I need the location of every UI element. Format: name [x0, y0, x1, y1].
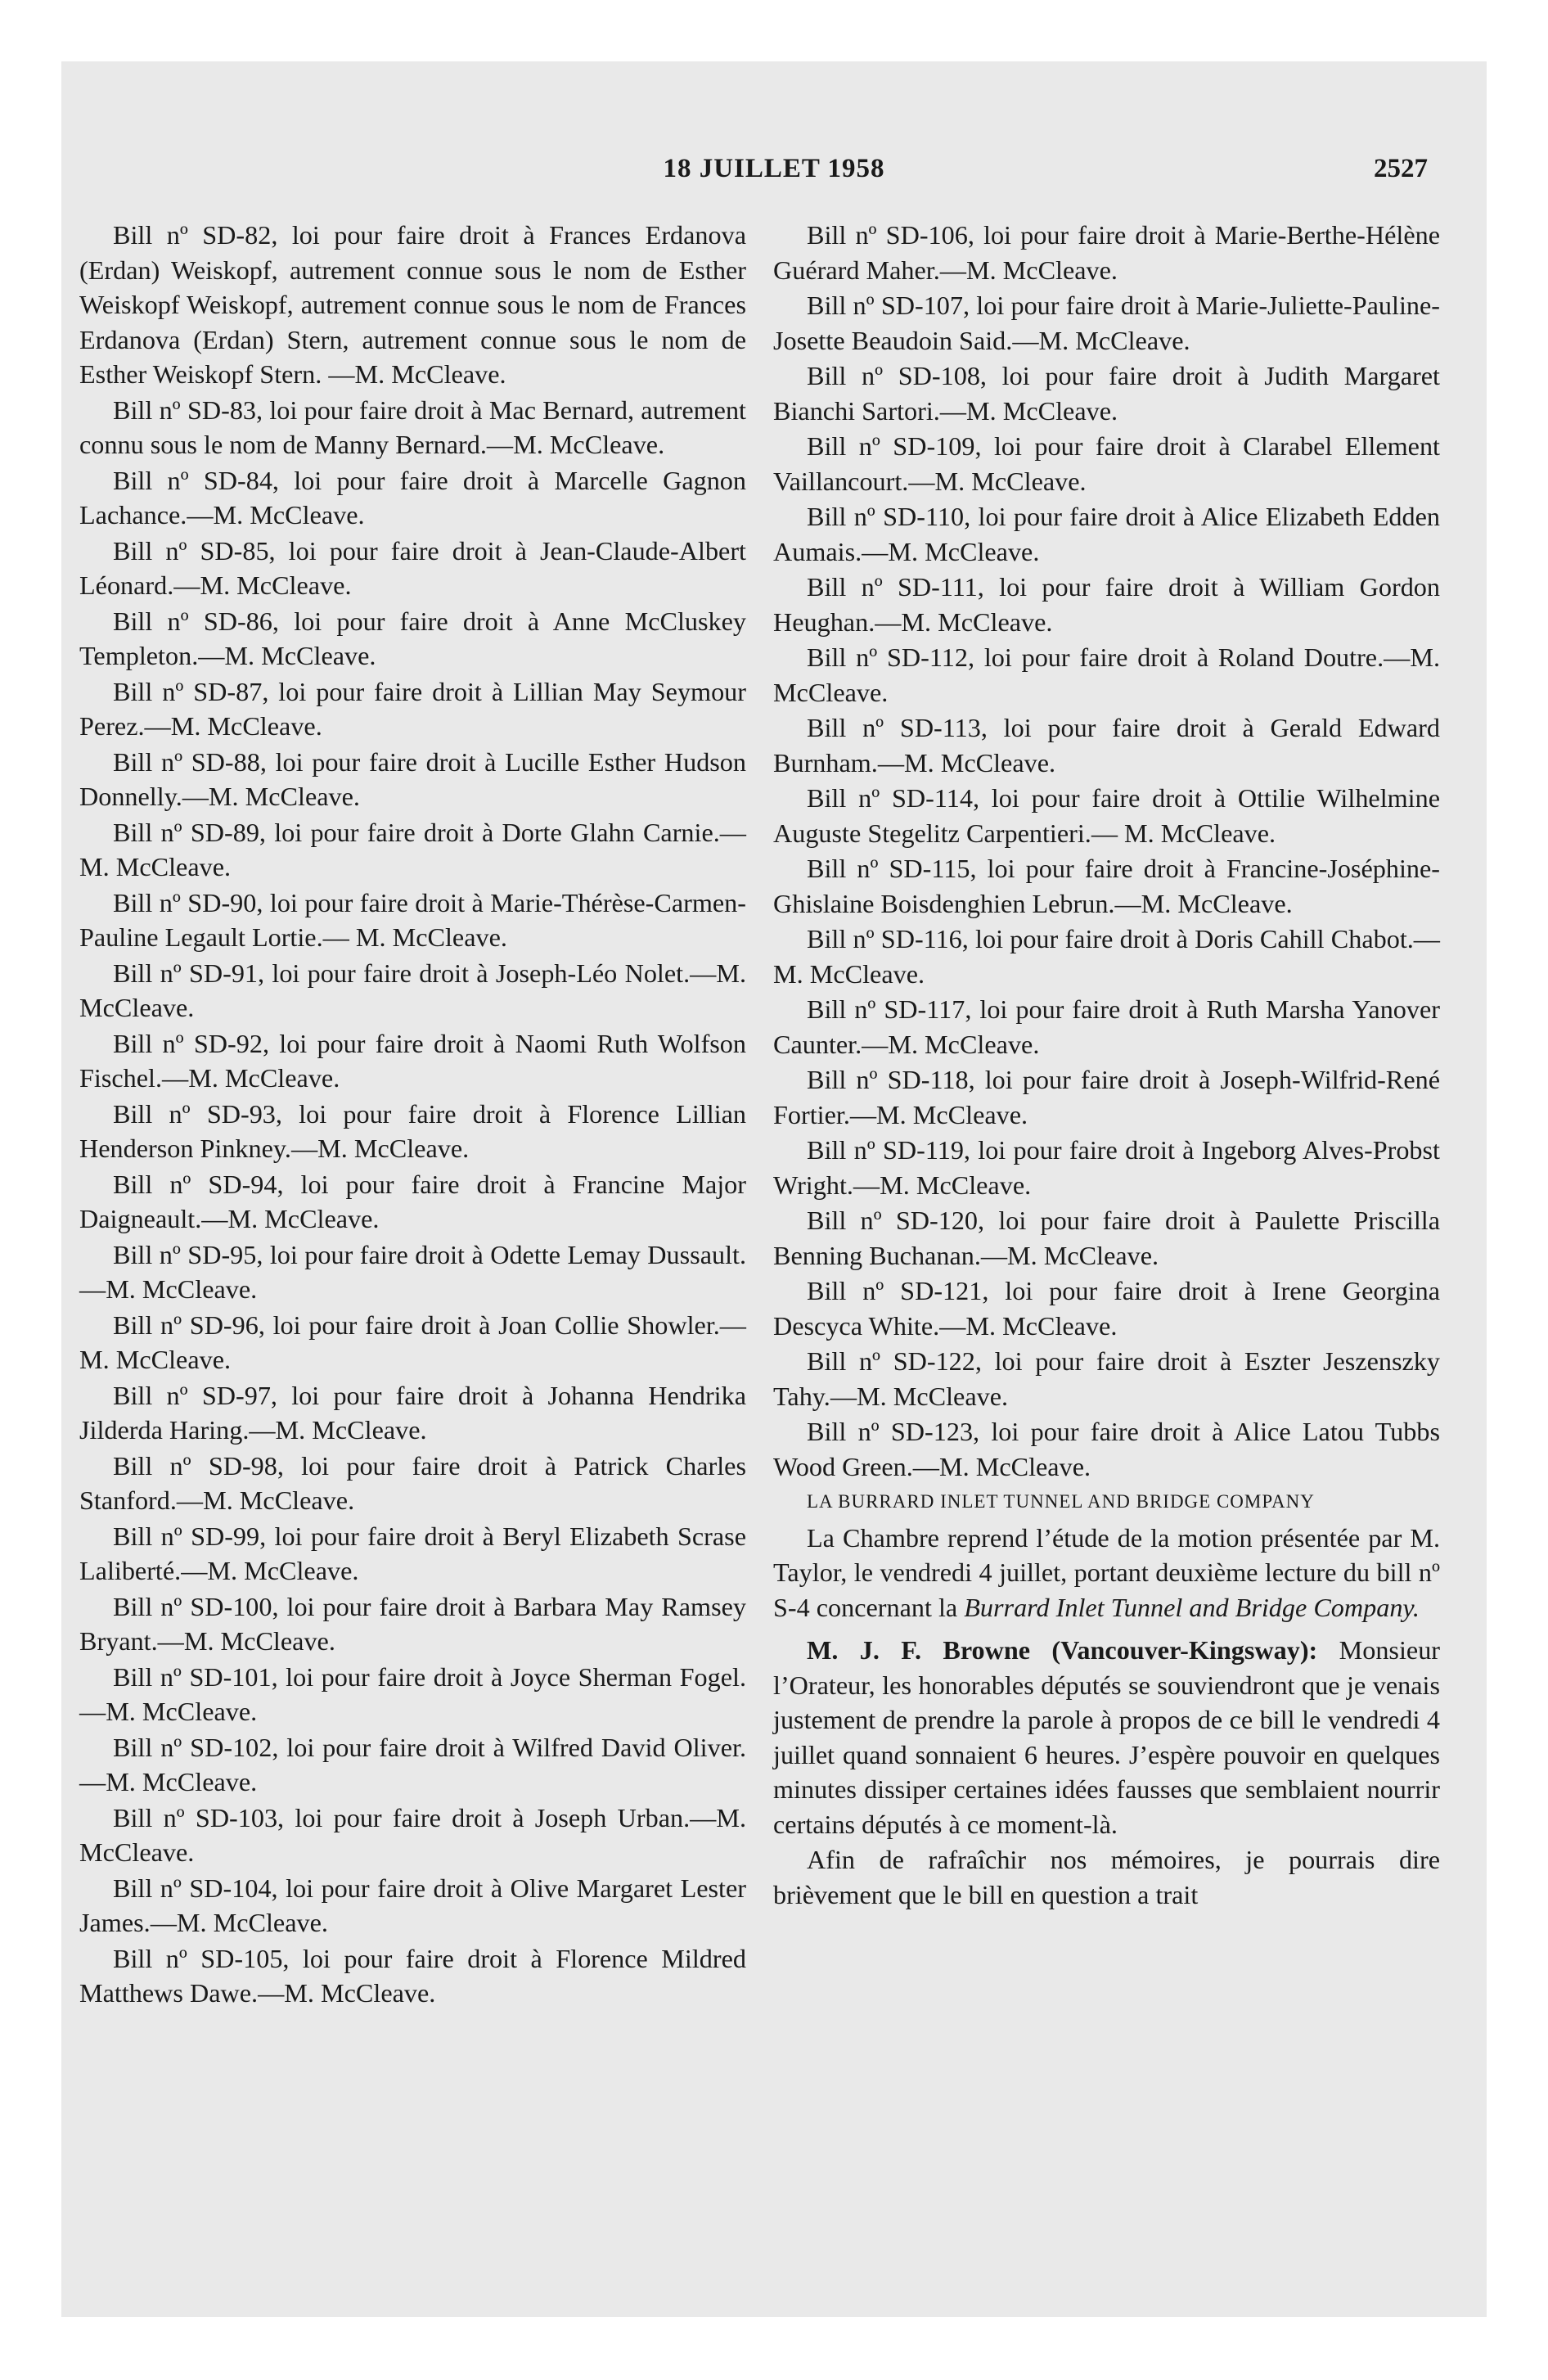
speech-paragraph [773, 1633, 1440, 1841]
bill-entry: Bill nº SD-86, loi pour faire droit à Anne McCluskey Templeton.—M. McCleave. [79, 606, 746, 670]
speech-text: Monsieur l’Orateur, les honorables députés se souviendront que je venais justement de prendre la parole à propos de ce bill le vendredi 4 juillet quand sonnaient 6 heures. J’espère pouvoir en quelques minutes dissiper certaines idées fausses que semblaient nourrir certains députés à ce moment-là. [773, 1635, 1440, 1839]
bill-entry: Bill nº SD-123, loi pour faire droit à Alice Latou Tubbs Wood Green.—M. McCleave. [773, 1417, 1440, 1481]
bill-entry: Bill nº SD-122, loi pour faire droit à Eszter Jeszenszky Tahy.—M. McCleave. [773, 1346, 1440, 1411]
bill-entry: Bill nº SD-99, loi pour faire droit à Beryl Elizabeth Scrase Laliberté.—M. McCleave. [79, 1521, 746, 1585]
speech-paragraph-continued: Afin de rafraîchir nos mémoires, je pourrais dire brièvement que le bill en question a trait [773, 1845, 1440, 1909]
bill-entry: Bill nº SD-113, loi pour faire droit à Gerald Edward Burnham.—M. McCleave. [773, 713, 1440, 778]
page-date-title: 18 JUILLET 1958 [663, 154, 885, 183]
bill-entry: Bill nº SD-96, loi pour faire droit à Joan Collie Showler.—M. McCleave. [79, 1309, 746, 1374]
bill-entry: Bill nº SD-111, loi pour faire droit à William Gordon Heughan.—M. McCleave. [773, 572, 1440, 637]
bill-entry: Bill nº SD-88, loi pour faire droit à Lucille Esther Hudson Donnelly.—M. McCleave. [79, 746, 746, 811]
bill-entry: Bill nº SD-93, loi pour faire droit à Florence Lillian Henderson Pinkney.—M. McCleave. [79, 1098, 746, 1163]
section-heading: LA BURRARD INLET TUNNEL AND BRIDGE COMPANY [807, 1491, 1315, 1512]
bill-entry: Bill nº SD-95, loi pour faire droit à Odette Lemay Dussault.—M. McCleave. [79, 1239, 746, 1304]
bill-entry: Bill nº SD-85, loi pour faire droit à Jean-Claude-Albert Léonard.—M. McCleave. [79, 535, 746, 600]
bill-entry: Bill nº SD-82, loi pour faire droit à Frances Erdanova (Erdan) Weiskopf, autrement connue sous le nom de Esther Weiskopf Weiskopf, autrement connue sous le nom de Frances Erdanova (Erdan) Stern, autrement connue sous le nom de Esther Weiskopf Stern. —M. McCleave. [79, 220, 746, 389]
page-header [61, 154, 1487, 195]
bill-entry: Bill nº SD-105, loi pour faire droit à Florence Mildred Matthews Dawe.—M. McCleave. [79, 1943, 746, 2008]
bill-entry: Bill nº SD-109, loi pour faire droit à Clarabel Ellement Vaillancourt.—M. McCleave. [773, 431, 1440, 496]
bill-entry: Bill nº SD-106, loi pour faire droit à Marie-Berthe-Hélène Guérard Maher.—M. McCleave. [773, 220, 1440, 285]
bill-entry: Bill nº SD-101, loi pour faire droit à Joyce Sherman Fogel.—M. McCleave. [79, 1661, 746, 1726]
bill-entry: Bill nº SD-110, loi pour faire droit à Alice Elizabeth Edden Aumais.—M. McCleave. [773, 502, 1440, 566]
bill-entry: Bill nº SD-97, loi pour faire droit à Johanna Hendrika Jilderda Haring.—M. McCleave. [79, 1380, 746, 1445]
bill-entry: Bill nº SD-89, loi pour faire droit à Dorte Glahn Carnie.—M. McCleave. [79, 817, 746, 881]
motion-paragraph [773, 1521, 1440, 1625]
bill-entry: Bill nº SD-107, loi pour faire droit à Marie-Juliette-Pauline-Josette Beaudoin Said.—M. McCleave. [773, 291, 1440, 355]
bill-entry: Bill nº SD-94, loi pour faire droit à Francine Major Daigneault.—M. McCleave. [79, 1169, 746, 1233]
bill-entry: Bill nº SD-116, loi pour faire droit à Doris Cahill Chabot.—M. McCleave. [773, 924, 1440, 989]
left-column [79, 218, 746, 2011]
bill-entry: Bill nº SD-119, loi pour faire droit à Ingeborg Alves-Probst Wright.—M. McCleave. [773, 1135, 1440, 1200]
bill-entry: Bill nº SD-117, loi pour faire droit à Ruth Marsha Yanover Caunter.—M. McCleave. [773, 994, 1440, 1059]
bill-entry: Bill nº SD-112, loi pour faire droit à Roland Doutre.—M. McCleave. [773, 642, 1440, 707]
bill-entry: Bill nº SD-92, loi pour faire droit à Naomi Ruth Wolfson Fischel.—M. McCleave. [79, 1028, 746, 1093]
speaker-name: M. J. F. Browne (Vancouver-Kingsway): [807, 1635, 1318, 1665]
bill-entry: Bill nº SD-100, loi pour faire droit à Barbara May Ramsey Bryant.—M. McCleave. [79, 1591, 746, 1656]
bill-entry: Bill nº SD-83, loi pour faire droit à Mac Bernard, autrement connu sous le nom de Manny Bernard.—M. McCleave. [79, 394, 746, 459]
bill-entry: Bill nº SD-98, loi pour faire droit à Patrick Charles Stanford.—M. McCleave. [79, 1450, 746, 1515]
bill-entry: Bill nº SD-115, loi pour faire droit à Francine-Joséphine-Ghislaine Boisdenghien Lebrun.—M. McCleave. [773, 854, 1440, 918]
bill-entry: Bill nº SD-108, loi pour faire droit à Judith Margaret Bianchi Sartori.—M. McCleave. [773, 361, 1440, 426]
bill-entry: Bill nº SD-121, loi pour faire droit à Irene Georgina Descyca White.—M. McCleave. [773, 1276, 1440, 1341]
bill-entry: Bill nº SD-91, loi pour faire droit à Joseph-Léo Nolet.—M. McCleave. [79, 958, 746, 1022]
bill-entry: Bill nº SD-103, loi pour faire droit à Joseph Urban.—M. McCleave. [79, 1802, 746, 1867]
bill-entry: Bill nº SD-120, loi pour faire droit à Paulette Priscilla Benning Buchanan.—M. McCleave. [773, 1206, 1440, 1270]
bill-entry: Bill nº SD-102, loi pour faire droit à Wilfred David Oliver.—M. McCleave. [79, 1732, 746, 1796]
bill-entry: Bill nº SD-90, loi pour faire droit à Marie-Thérèse-Carmen-Pauline Legault Lortie.— M. McCleave. [79, 887, 746, 952]
bill-entry: Bill nº SD-87, loi pour faire droit à Lillian May Seymour Perez.—M. McCleave. [79, 676, 746, 741]
motion-company-name: Burrard Inlet Tunnel and Bridge Company. [964, 1592, 1420, 1622]
bill-entry: Bill nº SD-118, loi pour faire droit à Joseph-Wilfrid-René Fortier.—M. McCleave. [773, 1065, 1440, 1129]
motion-text: La Chambre reprend l’étude de la motion présentée par M. Taylor, le vendredi 4 juillet, portant deuxième lecture du bill nº S-4 concernant la [773, 1522, 1440, 1622]
bill-entry: Bill nº SD-104, loi pour faire droit à Olive Margaret Lester James.—M. McCleave. [79, 1873, 746, 1937]
bill-entry: Bill nº SD-114, loi pour faire droit à Ottilie Wilhelmine Auguste Stegelitz Carpentieri.— M. McCleave. [773, 783, 1440, 848]
bill-entry: Bill nº SD-84, loi pour faire droit à Marcelle Gagnon Lachance.—M. McCleave. [79, 465, 746, 530]
page-number: 2527 [1374, 154, 1428, 183]
right-column [773, 218, 1440, 1912]
